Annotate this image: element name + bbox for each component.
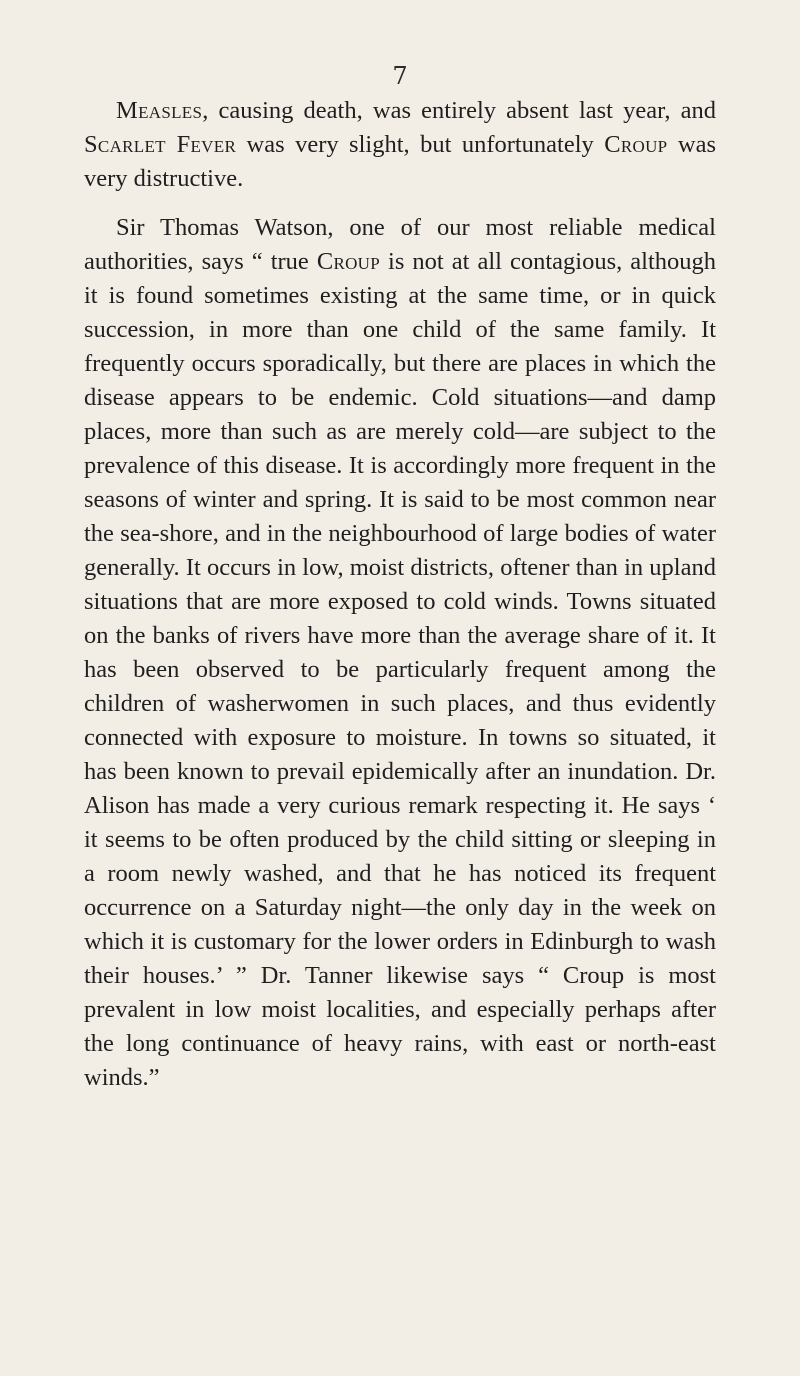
term-scarlet-fever: Scarlet Fever bbox=[84, 131, 237, 158]
term-croup: Croup bbox=[604, 131, 668, 158]
paragraph-text: was very slight, but unfortunately bbox=[236, 131, 605, 158]
body-text bbox=[84, 94, 716, 1095]
term-measles: Measles bbox=[116, 97, 203, 124]
paragraph-watson bbox=[84, 211, 716, 1095]
paragraph-measles bbox=[84, 94, 716, 196]
term-croup: Croup bbox=[316, 248, 381, 275]
paragraph-text: was very distructive. bbox=[84, 131, 716, 192]
paragraph-text: is not at all contagious, although it is found sometimes existing at the same time, or in quick succession, in more than one child of the same family. It frequently occurs sporadically, but there are places in which the disease appears to be endemic. Cold situations—and damp places, more than such as are merely cold—are subject to the prevalence of this disease. It is accordingly more frequent in the seasons of winter and spring. It is said to be most common near the sea-shore, and in the neighbourhood of large bodies of water generally. It occurs in low, moist districts, oftener than in upland situations that are more exposed to cold winds. Towns situated on the banks of rivers have more than the average share of it. It has been observed to be particularly frequent among the children of washerwomen in such places, and thus evidently connected with exposure to moisture. In towns so situated, it has been known to prevail epidemically after an inundation. Dr. Alison has made a very curious remark respecting it. He says ‘ it seems to be often produced by the child sitting or sleeping in a room newly washed, and that he has noticed its frequent occurrence on a Saturday night—the only day in the week on which it is customary for the lower orders in Edinburgh to wash their houses.’ ” Dr. Tanner likewise says “ Croup is most prevalent in low moist localities, and especially perhaps after the long continuance of heavy rains, with east or north-east winds.” bbox=[84, 248, 717, 1091]
paragraph-text: , causing death, was entirely absent last year, and bbox=[202, 97, 716, 124]
page-number: 7 bbox=[392, 62, 408, 90]
paragraph-text: Sir Thomas Watson, one of our most reliable medical authorities, says “ true bbox=[84, 214, 716, 275]
